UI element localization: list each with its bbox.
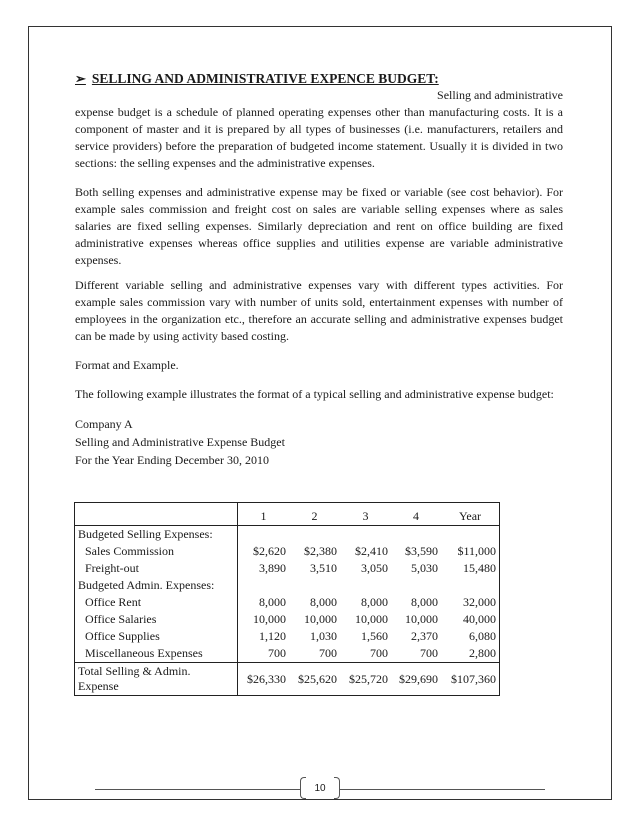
table-row: [75, 526, 500, 544]
row-label: Budgeted Selling Expenses:: [75, 526, 238, 544]
table-row: [75, 543, 500, 560]
footer-rule-right: [340, 789, 545, 790]
row-label: Freight-out: [75, 560, 238, 577]
row-value: 700: [268, 646, 286, 660]
total-label-line1: Total Selling & Admin.: [78, 664, 191, 678]
budget-title: Selling and Administrative Expense Budget: [75, 435, 285, 449]
row-value: [238, 577, 290, 594]
row-value: 700: [319, 646, 337, 660]
table-row: [75, 645, 500, 663]
row-value: 10,000: [304, 612, 337, 626]
header-label-cell: [75, 503, 238, 526]
total-label-line2: Expense: [78, 679, 119, 693]
row-label: Budgeted Admin. Expenses:: [75, 577, 238, 594]
paragraph-5: The following example illustrates the format of a typical selling and administrative expense budget:: [75, 387, 554, 401]
row-value: [391, 526, 441, 544]
total-value: $29,690: [391, 663, 441, 696]
row-value: [238, 526, 290, 544]
paragraph-3: Different variable selling and administrative expenses vary with different types activities. For example sales commission vary with number of units sold, entertainment expenses with number of employees in the organization etc., therefore an accurate selling and administrative expenses budget can be made by using activity based costing.: [75, 278, 563, 343]
paragraph-1: expense budget is a schedule of planned operating expenses other than manufacturing costs. It is a component of master and it is prepared by all types of businesses (i.e. manufacturers, retailers and service providers) before the preparation of budgeted income statement. Usually it is divided in two sections: the selling expenses and the administrative expenses.: [75, 105, 563, 170]
row-value: $3,590: [405, 544, 438, 558]
row-value: [391, 577, 441, 594]
row-value: $2,620: [253, 544, 286, 558]
total-value: $26,330: [238, 663, 290, 696]
paragraph-1-lead: Selling and administrative: [437, 88, 563, 102]
footer-rule-left: [95, 789, 300, 790]
column-header: 3: [340, 503, 391, 526]
row-label: Sales Commission: [75, 543, 238, 560]
row-value: $11,000: [441, 543, 500, 560]
row-value: 1,030: [310, 629, 337, 643]
row-value: 3,050: [361, 561, 388, 575]
row-value: [441, 526, 500, 544]
table-header-row: [75, 503, 500, 526]
total-value: $107,360: [441, 663, 500, 696]
row-label: Office Supplies: [75, 628, 238, 645]
row-label: Office Salaries: [75, 611, 238, 628]
arrow-bullet-icon: ➢: [75, 71, 86, 86]
row-value: 2,370: [411, 629, 438, 643]
row-value: 8,000: [259, 595, 286, 609]
row-value: 1,560: [361, 629, 388, 643]
section-heading: [75, 70, 563, 87]
table-row: [75, 611, 500, 628]
company-block: [75, 415, 563, 469]
row-value: $2,380: [304, 544, 337, 558]
column-header: 4: [391, 503, 441, 526]
row-value: 15,480: [441, 560, 500, 577]
row-value: [340, 526, 391, 544]
row-value: 5,030: [411, 561, 438, 575]
total-row: [75, 663, 500, 696]
table-row: [75, 560, 500, 577]
total-value: $25,720: [340, 663, 391, 696]
row-value: [340, 577, 391, 594]
paragraph-2: Both selling expenses and administrative expense may be fixed or variable (see cost behavior). For example sales commission and freight cost on sales are variable selling expenses where as sales salaries are fixed selling expenses. Similarly depreciation and rent on office building are fixed administrative expenses whereas office supplies and utilities expense are variable administrative expenses.: [75, 185, 563, 267]
row-value: [441, 577, 500, 594]
company-name: Company A: [75, 417, 133, 431]
table-body: [75, 526, 500, 663]
section-heading-text: SELLING AND ADMINISTRATIVE EXPENCE BUDGET:: [91, 71, 439, 86]
total-value: $25,620: [289, 663, 340, 696]
row-value: 3,510: [310, 561, 337, 575]
row-value: 10,000: [355, 612, 388, 626]
column-header: 1: [238, 503, 290, 526]
row-value: [289, 526, 340, 544]
row-value: 1,120: [259, 629, 286, 643]
row-label: Miscellaneous Expenses: [75, 645, 238, 663]
row-value: 8,000: [411, 595, 438, 609]
table-row: [75, 628, 500, 645]
paragraph-4: Format and Example.: [75, 358, 179, 372]
row-value: 10,000: [405, 612, 438, 626]
row-value: 40,000: [441, 611, 500, 628]
total-label: [75, 663, 238, 696]
table-row: [75, 577, 500, 594]
table-row: [75, 594, 500, 611]
expense-budget-table: [74, 502, 500, 696]
row-value: 10,000: [253, 612, 286, 626]
row-value: 8,000: [361, 595, 388, 609]
row-value: 8,000: [310, 595, 337, 609]
page-number: 10: [314, 783, 326, 794]
document-body: [75, 70, 563, 469]
row-value: 32,000: [441, 594, 500, 611]
row-value: 3,890: [259, 561, 286, 575]
row-value: 700: [370, 646, 388, 660]
budget-period: For the Year Ending December 30, 2010: [75, 453, 269, 467]
column-header: Year: [441, 503, 500, 526]
row-value: $2,410: [355, 544, 388, 558]
row-value: [289, 577, 340, 594]
row-value: 2,800: [441, 645, 500, 663]
column-header: 2: [289, 503, 340, 526]
row-label: Office Rent: [75, 594, 238, 611]
row-value: 700: [420, 646, 438, 660]
row-value: 6,080: [441, 628, 500, 645]
